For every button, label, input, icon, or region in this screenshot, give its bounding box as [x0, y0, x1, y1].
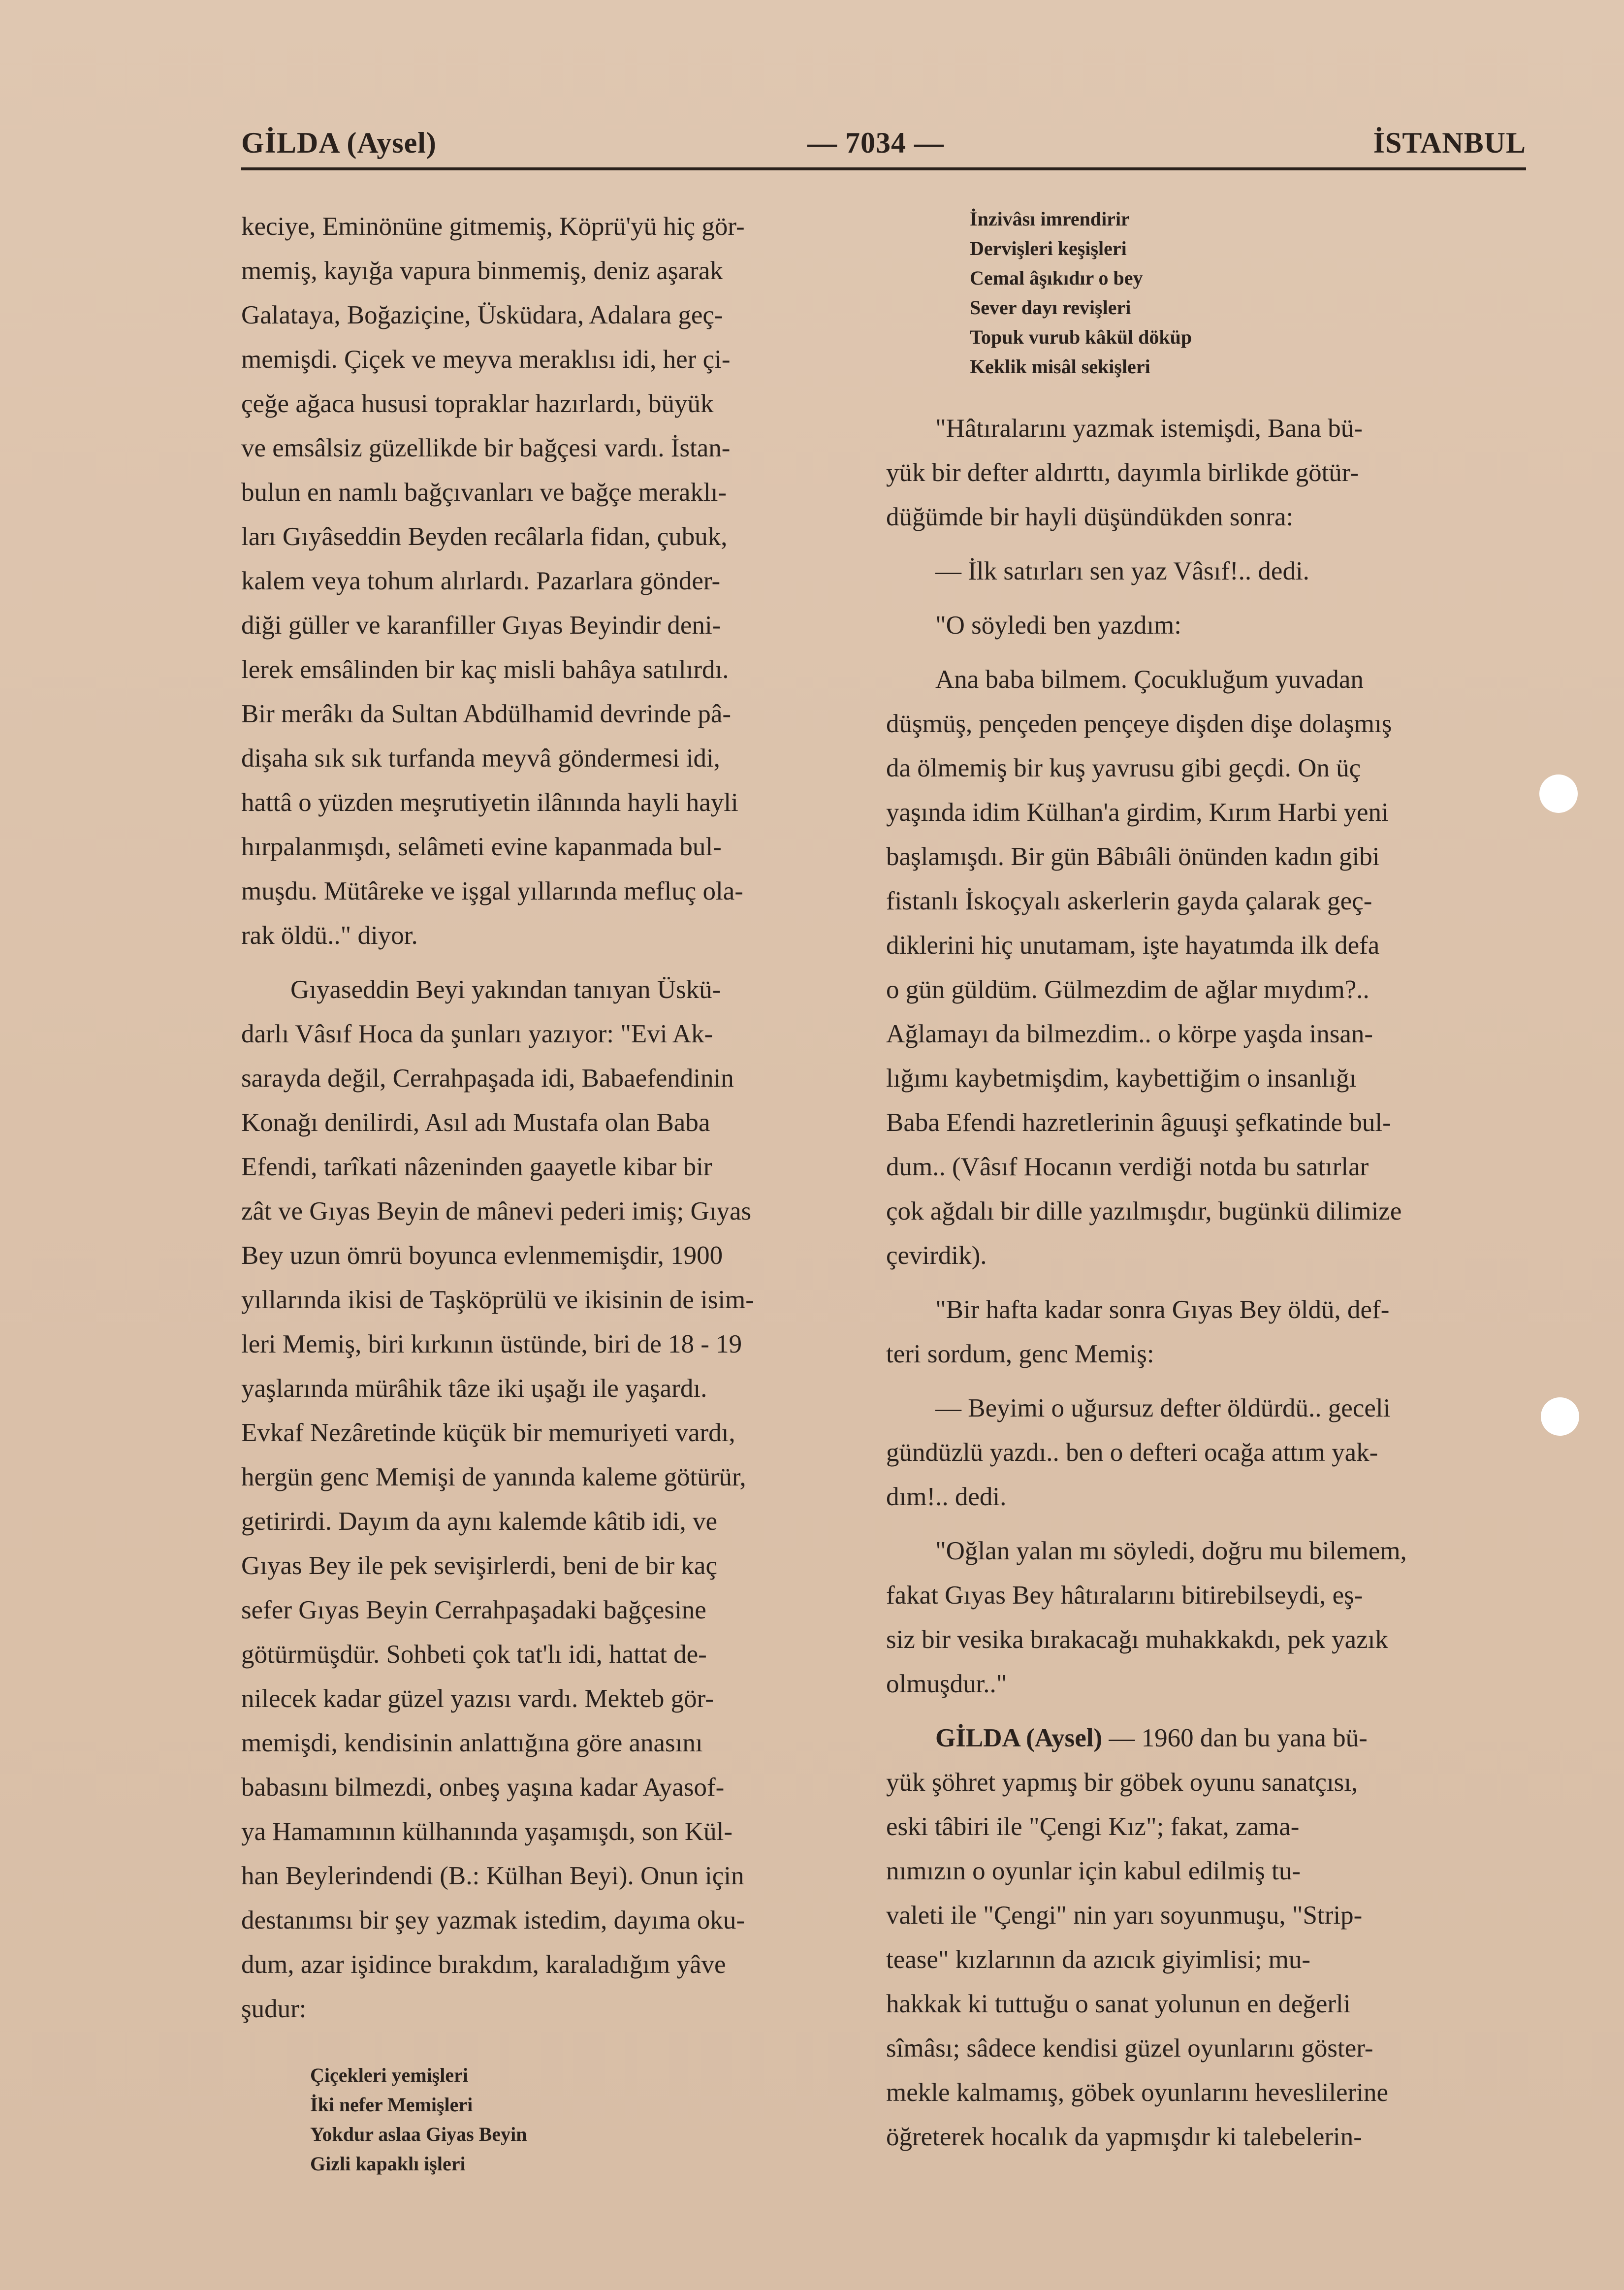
entry-gilda — [886, 1716, 1531, 2159]
right-paragraph-5: "Bir hafta kadar sonra Gıyas Bey öldü, def- teri sordum, genc Memiş: — [886, 1295, 1390, 1368]
entry-head: GİLDA (Aysel) — [935, 1724, 1103, 1752]
header-city: İSTANBUL — [1373, 127, 1526, 159]
right-paragraph-6: — Beyimi o uğursuz defter öldürdü.. geceli gündüzlü yazdı.. ben o defteri ocağa attım yak- dım!.. dedi. — [886, 1394, 1391, 1511]
left-paragraph-2: Gıyaseddin Beyi yakından tanıyan Üskü- darlı Vâsıf Hoca da şunları yazıyor: "Evi Ak- sarayda değil, Cerrahpaşada idi, Babaefendinin Konağı denilirdi, Asıl adı Mustafa olan Baba Efendi, tarîkati nâzeninden gaayetle kibar bir zât ve Gıyas Beyin de mânevi pederi imiş; Gıyas Bey uzun ömrü boyunca evlenmemişdir, 1900 yıllarında ikisi de Taşköprülü ve ikisinin de isim- leri Memiş, biri kırkının üstünde, biri de 18 - 19 yaşlarında mürâhik tâze iki uşağı ile yaşardı. Evkaf Nezâretinde küçük bir memuriyeti vardı, hergün genc Memişi de yanında kaleme götürür, getirirdi. Dayım da aynı kalemde kâtib idi, ve Gıyas Bey ile pek sevişirlerdi, beni de bir kaç sefer Gıyas Beyin Cerrahpaşadaki bağçesine götürmüşdür. Sohbeti çok tat'lı idi, hattat de- nilecek kadar güzel yazısı vardı. Mekteb gör- memişdi, kendisinin anlattığına göre anasını babasını bilmezdi, onbeş yaşına kadar Ayasof- ya Hamamının külhanında yaşamışdı, son Kül- han Beylerindendi (B.: Külhan Beyi). Onun için destanımsı bir şey yazmak istedim, dayıma oku- dum, azar işidince bırakdım, karaladığım yâve şudur: — [241, 975, 754, 2023]
punch-hole — [1539, 774, 1578, 813]
right-paragraph-7: "Oğlan yalan mı söyledi, doğru mu bilemem, fakat Gıyas Bey hâtıralarını bitirebilseydi, eş- siz bir vesika bırakacağı muhakkakdı, pek yazık olmuşdur.." — [886, 1537, 1407, 1698]
header-rule — [241, 167, 1526, 170]
punch-hole — [1541, 1397, 1579, 1436]
right-paragraph-3: "O söyledi ben yazdım: — [935, 611, 1182, 640]
left-paragraph-1: keciye, Eminönüne gitmemiş, Köprü'yü hiç gör- memiş, kayığa vapura binmemiş, deniz aşarak Galataya, Boğaziçine, Üsküdara, Adalara geç- memişdi. Çiçek ve meyva meraklısı idi, her çi- çeğe ağaca hususi topraklar hazırlardı, büyük ve emsâlsiz güzellikde bir bağçesi vardı. İstan- bulun en namlı bağçıvanları ve bağçe meraklı- ları Gıyâseddin Beyden recâlarla fidan, çubuk, kalem veya tohum alırlardı. Pazarlara gönder- diği güller ve karanfiller Gıyas Beyindir deni- lerek emsâlinden bir kaç misli bahâya satılırdı. Bir merâkı da Sultan Abdülhamid devrinde pâ- dişaha sık sık turfanda meyvâ göndermesi idi, hattâ o yüzden meşrutiyetin ilânında hayli hayli hırpalanmışdı, selâmeti evine kapanmada bul- muşdu. Mütâreke ve işgal yıllarında mefluç ola- rak öldü.." diyor. — [241, 212, 745, 950]
entry-body: — 1960 dan bu yana bü- yük şöhret yapmış bir göbek oyunu sanatçısı, eski tâbiri ile "Çengi Kız"; fakat, zama- nımızın o oyunlar için kabul edilmiş tu- valeti ile "Çengi" nin yarı soyunmuşu, "Strip- tease" kızlarının da azıcık giyimlisi; mu- hakkak ki tuttuğu o sanat yolunun en değerli sîmâsı; sâdece kendisi güzel oyunlarını göster- mekle kalmamış, göbek oyunlarını heveslilerine öğreterek hocalık da yapmışdır ki talebelerin- — [886, 1724, 1388, 2151]
header-entry-title: GİLDA (Aysel) — [241, 127, 437, 159]
left-column — [241, 204, 886, 2179]
page-number: — 7034 — — [807, 127, 944, 159]
right-paragraph-1: "Hâtıralarını yazmak istemişdi, Bana bü- yük bir defter aldırttı, dayımla birlikde götür- düğümde bir hayli düşündükden sonra: — [886, 414, 1363, 531]
right-paragraph-4: Ana baba bilmem. Çocukluğum yuvadan düşmüş, pençeden pençeye dişden dişe dolaşmış da ölmemiş bir kuş yavrusu gibi geçdi. On üç yaşında idim Külhan'a girdim, Kırım Harbi yeni başlamışdı. Bir gün Bâbıâli önünden kadın gibi fistanlı İskoçyalı askerlerin gayda çalarak geç- diklerini hiç unutamam, işte hayatımda ilk defa o gün güldüm. Gülmezdim de ağlar mıydım?.. Ağlamayı da bilmezdim.. o körpe yaşda insan- lığımı kaybetmişdim, kaybettiğim o insanlığı Baba Efendi hazretlerinin âguuşi şefkatinde bul- dum.. (Vâsıf Hocanın verdiği notda bu satırlar çok ağdalı bir dille yazılmışdır, bugünkü dilimize çevirdik). — [886, 665, 1402, 1270]
right-column — [886, 204, 1531, 2169]
right-poem: İnzivâsı imrendirir Dervişleri keşişleri Cemal âşıkıdır o bey Sever dayı revişleri Topuk vurub kâkül döküp Keklik misâl sekişleri — [970, 208, 1192, 378]
left-poem: Çiçekleri yemişleri İki nefer Memişleri Yokdur aslaa Giyas Beyin Gizli kapaklı işleri — [310, 2064, 527, 2175]
right-paragraph-2: — İlk satırları sen yaz Vâsıf!.. dedi. — [935, 557, 1309, 585]
page-header — [241, 123, 1526, 167]
